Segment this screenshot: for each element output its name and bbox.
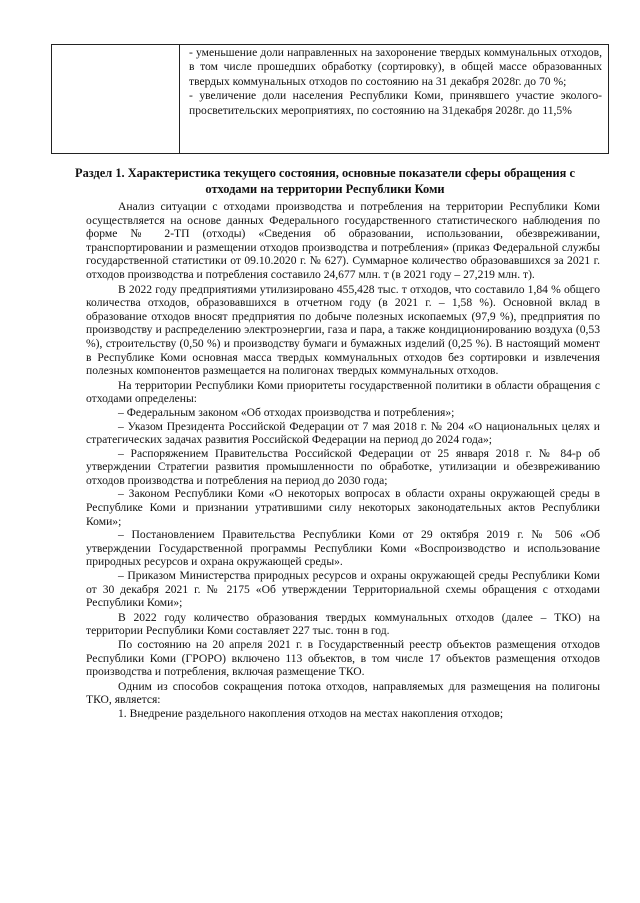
goal-item-eco-education: - увеличение доли населения Республики Коми, принявшего участие эколого-просветительских мероприятиях, по состоянию на 31декабря 2028г. до 11,5%: [189, 89, 602, 117]
list-item-komi-resolution: – Постановлением Правительства Республики Коми от 29 октября 2019 г. № 506 «Об утверждении Государственной программы Республики Коми «Воспроизводство и использование природных ресурсов и охрана окружающей среды».: [86, 528, 600, 569]
list-item-government-order: – Распоряжением Правительства Российской Федерации от 25 января 2018 г. № 84-р об утверждении Стратегии развития промышленности по обработке, утилизации и обезвреживанию отходов производства и потребления на период до 2030 года;: [86, 446, 600, 487]
goals-table-fragment: [51, 44, 609, 154]
paragraph-priorities-intro: На территории Республики Коми приоритеты государственной политики в области обращения с отходами определены:: [86, 378, 600, 406]
list-item-ministry-order: – Приказом Министерства природных ресурсов и охраны окружающей среды Республики Коми от 30 декабря 2021 г. № 2175 «Об утверждении Территориальной схемы обращения с отходами Республики Коми»;: [86, 569, 600, 610]
list-item-komi-law: – Законом Республики Коми «О некоторых вопросах в области охраны окружающей среды в Республике Коми и признании утратившими силу некоторых законодательных актов Республики Коми»;: [86, 487, 600, 528]
paragraph-tko-volume: В 2022 году количество образования твердых коммунальных отходов (далее – ТКО) на территории Республики Коми составляет 227 тыс. тонн в год.: [86, 610, 600, 638]
goal-item-tko-reduction: - уменьшение доли направленных на захоронение твердых коммунальных отходов, в том числе прошедших обработку (сортировку), в общей массе образованных твердых коммунальных отходов по состоянию на 31 декабря 2028г. до 70 %;: [189, 46, 602, 88]
table-goals-cell: [180, 45, 608, 153]
list-item-federal-law: – Федеральным законом «Об отходах производства и потребления»;: [118, 405, 455, 419]
section-body: [86, 200, 600, 721]
table-empty-cell: [52, 45, 180, 153]
paragraph-analysis: Анализ ситуации с отходами производства и потребления на территории Республики Коми осуществляется на основе данных Федерального государственного статистического наблюдения по форме № 2-ТП (отходы) «Сведения об образовании, использовании, обезвреживании, транспортировании и размещении отходов производства и потребления» (приказ Федеральной службы государственной статистики от 09.10.2020 г. № 627). Суммарное количество образовавшихся за 2021 г. отходов производства и потребления составило 24,677 млн. т (в 2021 году – 27,219 млн. т).: [86, 200, 600, 281]
paragraph-groro: По состоянию на 20 апреля 2021 г. в Государственный реестр объектов размещения отходов Республики Коми (ГРОРО) включено 113 объектов, в том числе 17 объектов размещения отходов производства и потребления, включая размещение ТКО.: [86, 638, 600, 679]
numbered-item-1: 1. Внедрение раздельного накопления отходов на местах накопления отходов;: [118, 706, 504, 720]
paragraph-utilization: В 2022 году предприятиями утилизировано 455,428 тыс. т отходов, что составило 1,84 % общего количества отходов, образовавшихся в отчетном году (в 2021 г. – 1,58 %). Основной вклад в образование отходов вносят предприятия по добыче полезных ископаемых (97,9 %), предприятия по производству и распределению электроэнергии, газа и пара, а также кондиционированию воздуха (0,53 %), строительству (0,50 %) и производству бумаги и бумажных изделий (0,25 %). В настоящий момент в Республике Коми основная масса твердых коммунальных отходов без сортировки и извлечения полезных компонентов размещается на полигонах твердых коммунальных отходов.: [86, 282, 600, 378]
section-heading: Раздел 1. Характеристика текущего состояния, основные показатели сферы обращения с отходами на территории Республики Коми: [75, 166, 575, 196]
paragraph-reduction-methods: Одним из способов сокращения потока отходов, направляемых для размещения на полигоны ТКО, является:: [86, 679, 600, 707]
list-item-presidential-decree: – Указом Президента Российской Федерации от 7 мая 2018 г. № 204 «О национальных целях и стратегических задачах развития Российской Федерации на период до 2024 года»;: [86, 419, 600, 447]
